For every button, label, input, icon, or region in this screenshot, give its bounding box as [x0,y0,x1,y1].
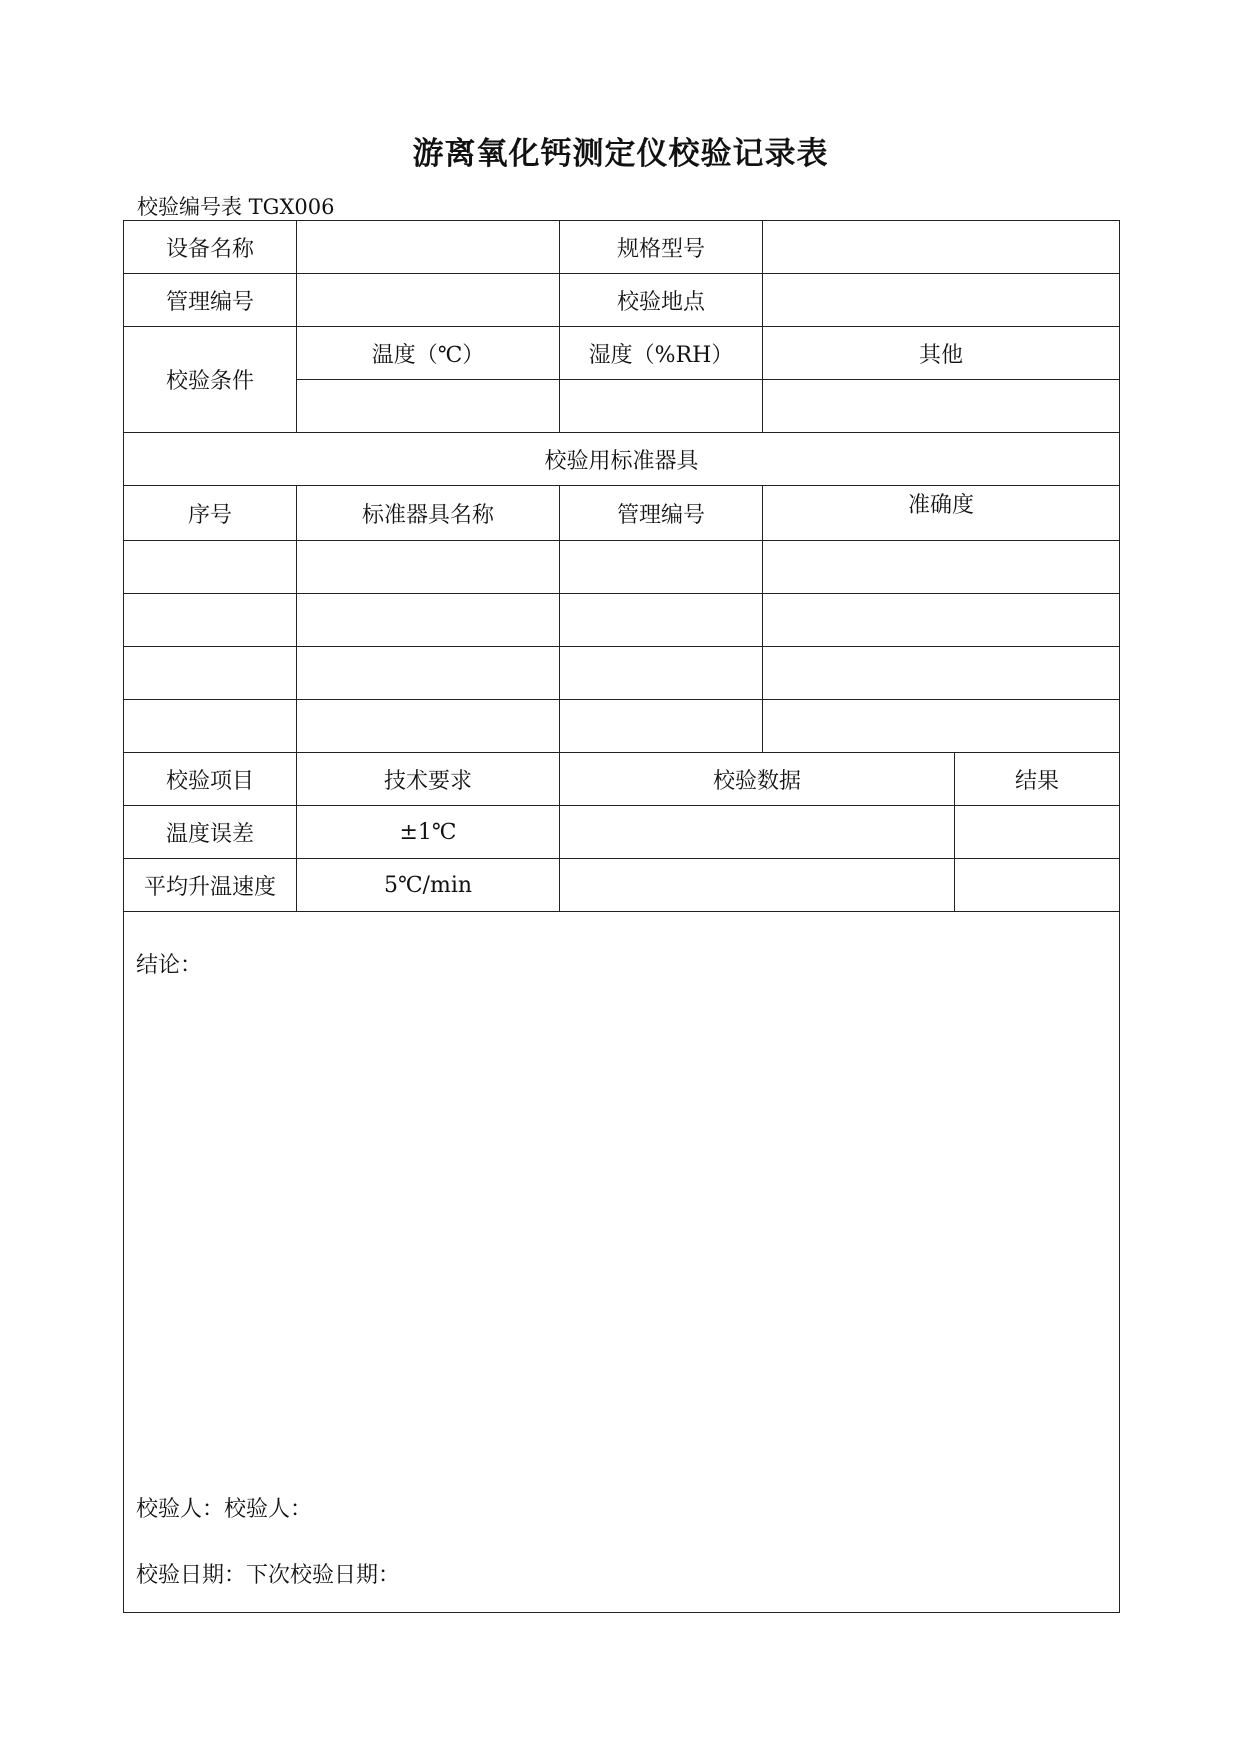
standards-header-mgmt-no: 管理编号 [560,486,763,541]
location-field[interactable] [763,274,1120,327]
items-row [124,806,1120,859]
standards-cell[interactable] [297,541,560,594]
mgmt-no-field[interactable] [297,274,560,327]
calibration-record-table [123,220,1120,1613]
date-line: 校验日期：下次校验日期： [136,1563,401,1588]
equipment-row-1 [124,221,1120,274]
equipment-name-field[interactable] [297,221,560,274]
standards-section-title: 校验用标准器具 [124,433,1120,486]
standards-cell[interactable] [560,647,763,700]
item-name: 平均升温速度 [124,859,297,912]
standards-cell[interactable] [763,647,1120,700]
standards-cell[interactable] [124,647,297,700]
items-header-requirement: 技术要求 [297,753,560,806]
conclusion-label: 结论： [136,953,203,978]
form-number: 校验编号表 TGX006 [137,195,335,219]
item-result-field[interactable] [955,806,1120,859]
other-field[interactable] [763,380,1120,433]
humidity-field[interactable] [560,380,763,433]
items-header-item: 校验项目 [124,753,297,806]
standards-header-accuracy: 准确度 [763,486,1120,541]
conclusion-cell[interactable] [124,912,1120,1613]
standards-cell[interactable] [763,594,1120,647]
standards-row [124,647,1120,700]
temperature-field[interactable] [297,380,560,433]
item-data-field[interactable] [560,806,955,859]
items-header-row [124,753,1120,806]
item-requirement: ±1℃ [297,806,560,859]
mgmt-no-label: 管理编号 [124,274,297,327]
standards-cell[interactable] [560,594,763,647]
standards-header-name: 标准器具名称 [297,486,560,541]
item-requirement: 5℃/min [297,859,560,912]
items-row [124,859,1120,912]
location-label: 校验地点 [560,274,763,327]
inspector-line: 校验人：校验人： [136,1497,313,1522]
item-data-field[interactable] [560,859,955,912]
standards-cell[interactable] [124,700,297,753]
standards-header-row [124,486,1120,541]
temperature-label: 温度（℃） [297,327,560,380]
other-label: 其他 [763,327,1120,380]
item-result-field[interactable] [955,859,1120,912]
conditions-label: 校验条件 [124,327,297,433]
humidity-label: 湿度（%RH） [560,327,763,380]
equipment-row-2 [124,274,1120,327]
standards-section-row [124,433,1120,486]
model-label: 规格型号 [560,221,763,274]
standards-cell[interactable] [124,541,297,594]
standards-cell[interactable] [560,541,763,594]
standards-cell[interactable] [763,541,1120,594]
standards-cell[interactable] [297,594,560,647]
model-field[interactable] [763,221,1120,274]
items-header-data: 校验数据 [560,753,955,806]
standards-cell[interactable] [124,594,297,647]
conditions-header-row [124,327,1120,380]
standards-header-index: 序号 [124,486,297,541]
standards-row [124,700,1120,753]
standards-row [124,594,1120,647]
standards-row [124,541,1120,594]
items-header-result: 结果 [955,753,1120,806]
standards-cell[interactable] [297,700,560,753]
equipment-name-label: 设备名称 [124,221,297,274]
item-name: 温度误差 [124,806,297,859]
standards-cell[interactable] [297,647,560,700]
standards-cell[interactable] [560,700,763,753]
conclusion-row [124,912,1120,1613]
standards-cell[interactable] [763,700,1120,753]
page-title: 游离氧化钙测定仪校验记录表 [412,136,829,172]
